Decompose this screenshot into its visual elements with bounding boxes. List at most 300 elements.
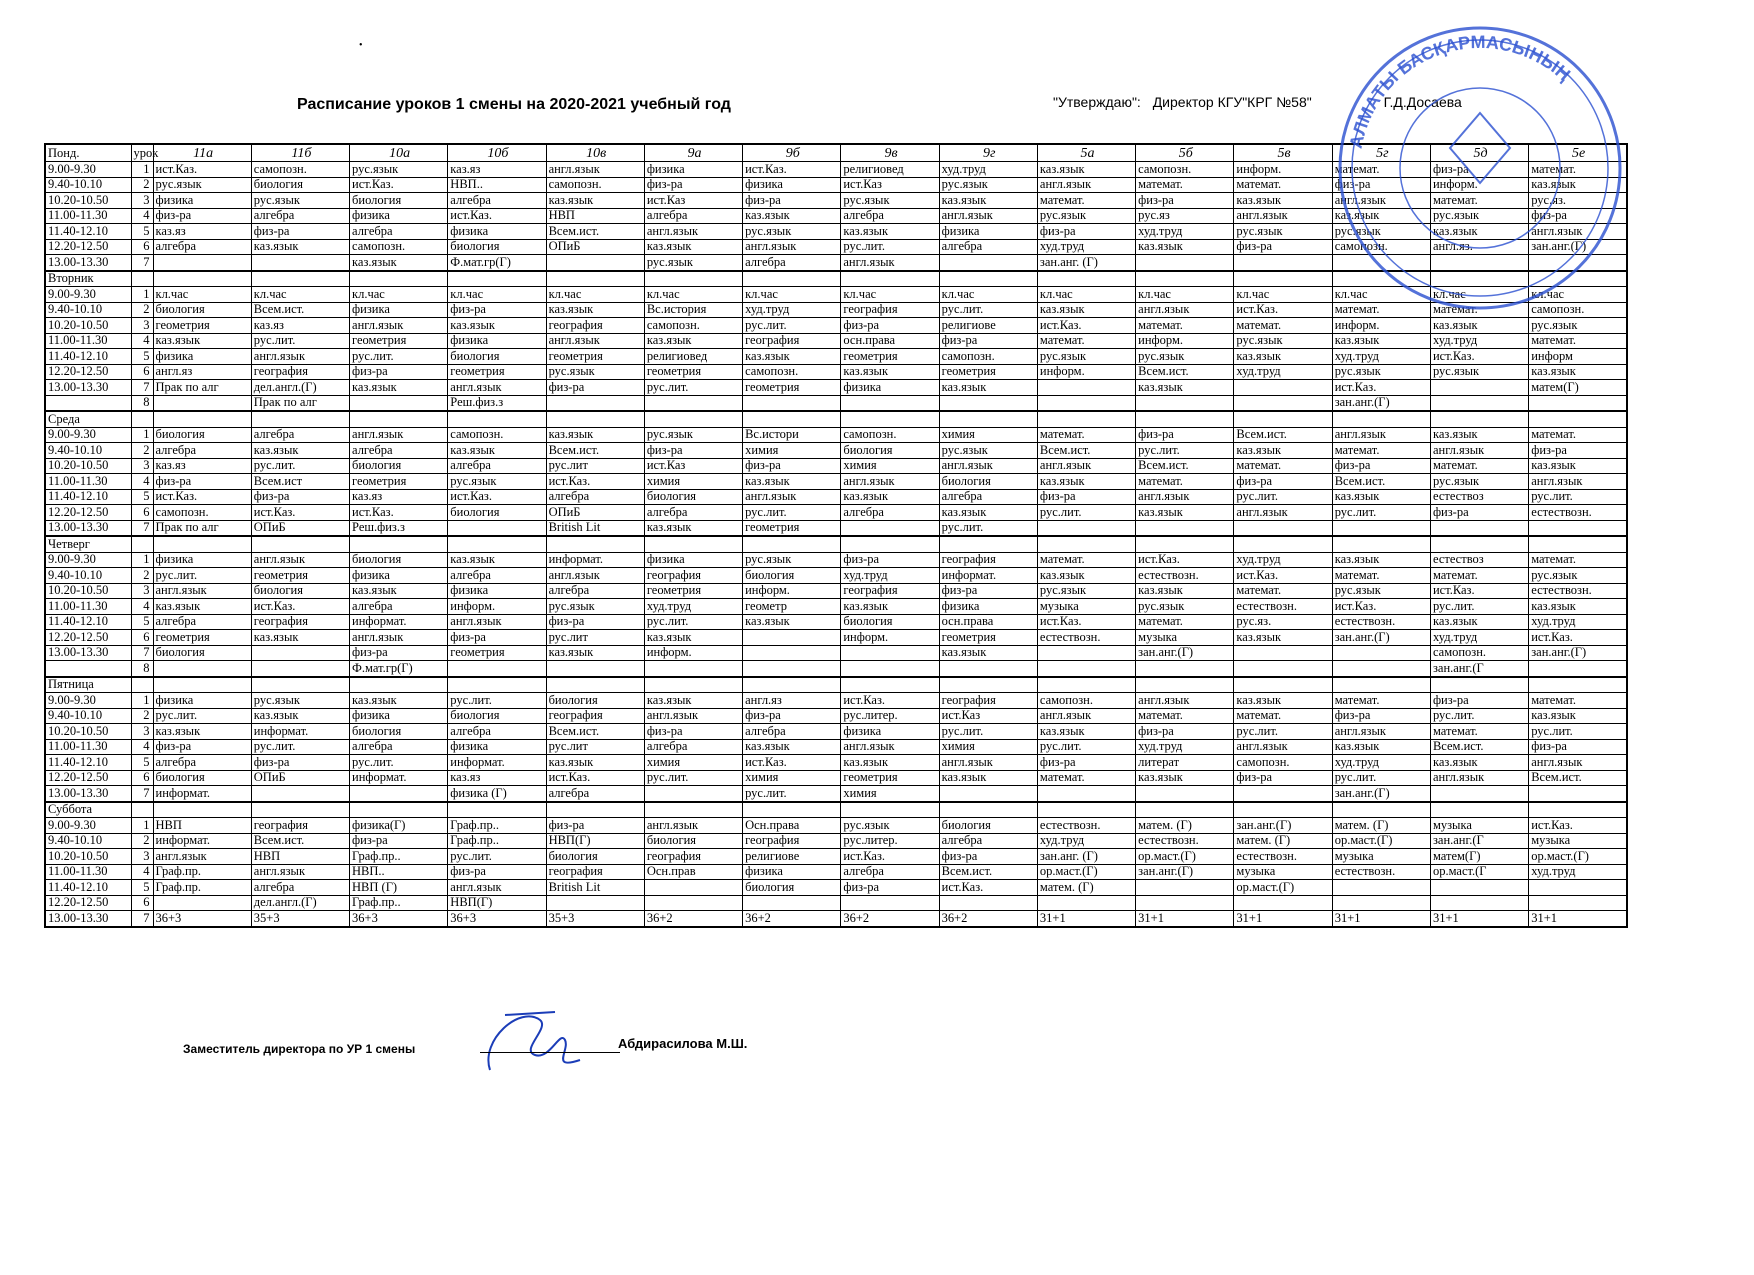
empty-cell: [448, 536, 546, 552]
subject-cell: каз.язык: [841, 755, 939, 771]
subject-cell: [1332, 895, 1430, 911]
subject-cell: естествозн.: [1332, 864, 1430, 880]
empty-cell: [350, 677, 448, 693]
subject-cell: [644, 786, 742, 802]
subject-cell: [546, 255, 644, 271]
lesson-row: [45, 193, 1627, 209]
subject-cell: каз.язык: [1332, 333, 1430, 349]
subject-cell: [1332, 880, 1430, 896]
subject-cell: [251, 661, 349, 677]
subject-cell: кл.час: [350, 287, 448, 303]
subject-cell: худ.труд: [1136, 224, 1234, 240]
subject-cell: каз.язык: [251, 239, 349, 255]
subject-cell: ист.Каз.: [1332, 599, 1430, 615]
subject-cell: геометрия: [939, 630, 1037, 646]
lesson-row: [45, 724, 1627, 740]
subject-cell: математ.: [1234, 583, 1332, 599]
subject-cell: география: [939, 693, 1037, 709]
time-cell: 11.00-11.30: [45, 864, 131, 880]
subject-cell: математ.: [1430, 458, 1528, 474]
subject-cell: каз.язык: [350, 583, 448, 599]
subject-cell: рус.лит.: [743, 786, 841, 802]
empty-cell: [448, 271, 546, 287]
subject-cell: НВП: [546, 208, 644, 224]
subject-cell: математ.: [1430, 568, 1528, 584]
subject-cell: кл.час: [939, 287, 1037, 303]
subject-cell: геометрия: [644, 583, 742, 599]
time-cell: 10.20-10.50: [45, 583, 131, 599]
empty-cell: [841, 677, 939, 693]
subject-cell: математ.: [1136, 318, 1234, 334]
lesson-number: 1: [131, 287, 153, 303]
footer-role: Заместитель директора по УР 1 смены: [183, 1042, 416, 1056]
subject-cell: рус.язык: [939, 443, 1037, 459]
subject-cell: худ.труд: [1332, 755, 1430, 771]
subject-cell: худ.труд: [1136, 739, 1234, 755]
subject-cell: математ.: [1529, 552, 1627, 568]
subject-cell: каз.язык: [1529, 708, 1627, 724]
lesson-number: 7: [131, 520, 153, 536]
subject-cell: самопозн.: [644, 318, 742, 334]
subject-cell: химия: [841, 458, 939, 474]
subject-cell: матем(Г): [1430, 849, 1528, 865]
subject-cell: ор.маст.(Г): [1136, 849, 1234, 865]
subject-cell: англ.язык: [743, 489, 841, 505]
subject-cell: Всем.ист.: [1234, 427, 1332, 443]
subject-cell: зан.анг.(Г): [1136, 645, 1234, 661]
subject-cell: химия: [644, 474, 742, 490]
subject-cell: [1037, 786, 1135, 802]
subject-cell: биология: [350, 193, 448, 209]
subject-cell: ист.Каз.: [1529, 630, 1627, 646]
empty-cell: [1234, 802, 1332, 818]
day-header-row: [45, 411, 1627, 427]
subject-cell: каз.язык: [1136, 505, 1234, 521]
subject-cell: алгебра: [153, 239, 251, 255]
empty-cell: [644, 536, 742, 552]
subject-cell: Всем.ист.: [1332, 474, 1430, 490]
empty-cell: [251, 411, 349, 427]
subject-cell: география: [251, 364, 349, 380]
subject-cell: информ.: [644, 645, 742, 661]
lesson-row: [45, 255, 1627, 271]
empty-cell: [1430, 677, 1528, 693]
subject-cell: ор.маст.(Г: [1430, 864, 1528, 880]
subject-cell: каз.язык: [743, 739, 841, 755]
subject-cell: рус.лит.: [1136, 443, 1234, 459]
empty-cell: [1332, 677, 1430, 693]
subject-cell: физ-ра: [546, 818, 644, 834]
subject-cell: рус.лит.: [743, 505, 841, 521]
subject-cell: биология: [448, 505, 546, 521]
day-label: Среда: [45, 411, 131, 427]
subject-cell: [743, 630, 841, 646]
subject-cell: англ.язык: [939, 755, 1037, 771]
lesson-number: 5: [131, 755, 153, 771]
subject-cell: НВП: [153, 818, 251, 834]
subject-cell: англ.язык: [1529, 474, 1627, 490]
subject-cell: рус.язык: [644, 427, 742, 443]
subject-cell: информ.: [1332, 318, 1430, 334]
subject-cell: рус.лит.: [1234, 724, 1332, 740]
subject-cell: каз.язык: [1430, 427, 1528, 443]
subject-cell: [153, 661, 251, 677]
lesson-number: 8: [131, 395, 153, 411]
subject-cell: Прак по алг: [251, 395, 349, 411]
lesson-number: 6: [131, 364, 153, 380]
subject-cell: [1529, 895, 1627, 911]
empty-cell: [1529, 271, 1627, 287]
subject-cell: [448, 520, 546, 536]
subject-cell: рус.лит.: [644, 614, 742, 630]
time-cell: 9.40-10.10: [45, 302, 131, 318]
subject-cell: каз.язык: [1037, 568, 1135, 584]
subject-cell: ист.Каз.: [153, 162, 251, 178]
subject-cell: Всем.ист.: [251, 302, 349, 318]
lesson-row: [45, 864, 1627, 880]
subject-cell: НВП(Г): [448, 895, 546, 911]
time-cell: 11.00-11.30: [45, 599, 131, 615]
subject-cell: биология: [743, 568, 841, 584]
subject-cell: самопозн.: [1332, 239, 1430, 255]
subject-cell: математ.: [1037, 193, 1135, 209]
schedule-table: [44, 143, 1628, 928]
subject-cell: рус.лит.: [1037, 505, 1135, 521]
subject-cell: каз.язык: [546, 193, 644, 209]
subject-cell: биология: [743, 880, 841, 896]
subject-cell: 31+1: [1037, 911, 1135, 927]
empty-cell: [1037, 536, 1135, 552]
lesson-number: 8: [131, 661, 153, 677]
subject-cell: ист.Каз.: [251, 505, 349, 521]
subject-cell: [1430, 395, 1528, 411]
empty-cell: [448, 411, 546, 427]
subject-cell: биология: [644, 489, 742, 505]
subject-cell: математ.: [1332, 693, 1430, 709]
class-header: 9в: [841, 144, 939, 162]
lesson-row: [45, 583, 1627, 599]
empty-cell: [1529, 677, 1627, 693]
day-label: Суббота: [45, 802, 131, 818]
subject-cell: НВП..: [448, 177, 546, 193]
subject-cell: [644, 661, 742, 677]
subject-cell: кл.час: [1234, 287, 1332, 303]
time-cell: 9.40-10.10: [45, 443, 131, 459]
subject-cell: музыка: [1234, 864, 1332, 880]
subject-cell: англ.язык: [350, 427, 448, 443]
time-cell: 10.20-10.50: [45, 724, 131, 740]
subject-cell: рус.язык: [1529, 318, 1627, 334]
subject-cell: информ.: [1234, 162, 1332, 178]
subject-cell: информат.: [153, 786, 251, 802]
subject-cell: дел.англ.(Г): [251, 380, 349, 396]
subject-cell: [546, 395, 644, 411]
subject-cell: рус.лит.: [1332, 505, 1430, 521]
lesson-row: [45, 755, 1627, 771]
subject-cell: физ-ра: [743, 708, 841, 724]
lesson-row: [45, 333, 1627, 349]
subject-cell: ист.Каз.: [1234, 568, 1332, 584]
time-cell: 12.20-12.50: [45, 770, 131, 786]
subject-cell: физ-ра: [1037, 224, 1135, 240]
subject-cell: рус.язык: [1529, 568, 1627, 584]
lesson-row: [45, 287, 1627, 303]
lesson-number: 3: [131, 458, 153, 474]
subject-cell: зан.анг.(Г: [1430, 661, 1528, 677]
subject-cell: естествозн.: [1136, 833, 1234, 849]
subject-cell: ист.Каз.: [841, 693, 939, 709]
lesson-number: 5: [131, 489, 153, 505]
empty-cell: [153, 411, 251, 427]
subject-cell: [743, 395, 841, 411]
subject-cell: кл.час: [1136, 287, 1234, 303]
lesson-number: 6: [131, 505, 153, 521]
subject-cell: биология: [939, 474, 1037, 490]
subject-cell: алгебра: [251, 427, 349, 443]
subject-cell: каз.язык: [1234, 693, 1332, 709]
subject-cell: химия: [743, 770, 841, 786]
subject-cell: физ-ра: [1430, 693, 1528, 709]
subject-cell: музыка: [1430, 818, 1528, 834]
time-cell: 12.20-12.50: [45, 630, 131, 646]
subject-cell: рус.лит.: [939, 724, 1037, 740]
subject-cell: самопозн.: [448, 427, 546, 443]
page-title: Расписание уроков 1 смены на 2020-2021 учебный год: [297, 96, 731, 113]
lesson-number: 6: [131, 239, 153, 255]
subject-cell: худ.труд: [1234, 364, 1332, 380]
subject-cell: [841, 661, 939, 677]
subject-cell: рус.лит.: [743, 318, 841, 334]
time-cell: 13.00-13.30: [45, 255, 131, 271]
subject-cell: физика: [743, 864, 841, 880]
subject-cell: англ.язык: [251, 552, 349, 568]
subject-cell: англ.язык: [1136, 489, 1234, 505]
time-cell: 9.00-9.30: [45, 818, 131, 834]
subject-cell: физ-ра: [644, 443, 742, 459]
subject-cell: Вс.истори: [743, 427, 841, 443]
subject-cell: рус.яз: [1136, 208, 1234, 224]
time-cell: 12.20-12.50: [45, 364, 131, 380]
subject-cell: алгебра: [743, 255, 841, 271]
subject-cell: [1234, 395, 1332, 411]
subject-cell: физика: [350, 208, 448, 224]
subject-cell: англ.яз.: [1430, 239, 1528, 255]
subject-cell: англ.язык: [1332, 427, 1430, 443]
lesson-number: 4: [131, 864, 153, 880]
empty-cell: [1234, 271, 1332, 287]
subject-cell: Всем.ист.: [546, 724, 644, 740]
subject-cell: каз.язык: [1430, 755, 1528, 771]
subject-cell: [1136, 786, 1234, 802]
subject-cell: физ-ра: [350, 833, 448, 849]
class-header: 11а: [153, 144, 251, 162]
empty-cell: [644, 271, 742, 287]
subject-cell: алгебра: [448, 193, 546, 209]
time-cell: 9.00-9.30: [45, 287, 131, 303]
subject-cell: [1529, 520, 1627, 536]
subject-cell: геометрия: [841, 349, 939, 365]
subject-cell: физика: [153, 193, 251, 209]
time-cell: 12.20-12.50: [45, 505, 131, 521]
subject-cell: [1430, 255, 1528, 271]
subject-cell: каз.язык: [1332, 739, 1430, 755]
subject-cell: физ-ра: [251, 755, 349, 771]
subject-cell: естествоз: [1430, 489, 1528, 505]
subject-cell: [1037, 895, 1135, 911]
empty-cell: [939, 411, 1037, 427]
subject-cell: самопозн.: [546, 177, 644, 193]
empty-cell: [841, 411, 939, 427]
time-cell: 9.40-10.10: [45, 568, 131, 584]
subject-cell: геометрия: [153, 318, 251, 334]
lesson-row: [45, 849, 1627, 865]
time-cell: 13.00-13.30: [45, 645, 131, 661]
subject-cell: рус.лит.: [1234, 489, 1332, 505]
subject-cell: англ.язык: [153, 583, 251, 599]
subject-cell: каз.язык: [448, 318, 546, 334]
empty-cell: [251, 677, 349, 693]
lesson-row: [45, 568, 1627, 584]
subject-cell: ист.Каз: [644, 458, 742, 474]
subject-cell: англ.язык: [1529, 224, 1627, 240]
subject-cell: математ.: [1037, 333, 1135, 349]
subject-cell: рус.язык: [644, 255, 742, 271]
subject-cell: биология: [153, 770, 251, 786]
empty-cell: [1430, 271, 1528, 287]
empty-cell: [1332, 802, 1430, 818]
lesson-col-header: урок: [131, 144, 153, 162]
time-cell: 12.20-12.50: [45, 895, 131, 911]
time-cell: 11.40-12.10: [45, 614, 131, 630]
subject-cell: геометрия: [939, 364, 1037, 380]
subject-cell: [1037, 395, 1135, 411]
subject-cell: физ-ра: [1332, 177, 1430, 193]
empty-cell: [1136, 536, 1234, 552]
subject-cell: математ.: [1332, 443, 1430, 459]
subject-cell: физика: [153, 552, 251, 568]
subject-cell: зан.анг. (Г): [1037, 849, 1135, 865]
subject-cell: религиове: [743, 849, 841, 865]
subject-cell: рус.язык: [1430, 364, 1528, 380]
subject-cell: ист.Каз.: [841, 849, 939, 865]
empty-cell: [1430, 536, 1528, 552]
subject-cell: физика: [743, 177, 841, 193]
subject-cell: естествозн.: [1234, 599, 1332, 615]
lesson-number: 7: [131, 645, 153, 661]
subject-cell: информ: [1529, 349, 1627, 365]
subject-cell: геометрия: [546, 349, 644, 365]
subject-cell: 35+3: [251, 911, 349, 927]
subject-cell: англ.язык: [939, 208, 1037, 224]
subject-cell: физ-ра: [448, 864, 546, 880]
lesson-number: 2: [131, 708, 153, 724]
subject-cell: кл.час: [1529, 287, 1627, 303]
subject-cell: рус.лит.: [939, 302, 1037, 318]
class-header: 5б: [1136, 144, 1234, 162]
subject-cell: рус.лит.: [1529, 724, 1627, 740]
subject-cell: [743, 661, 841, 677]
subject-cell: каз.язык: [1234, 443, 1332, 459]
subject-cell: [1529, 395, 1627, 411]
subject-cell: рус.лит.: [1430, 708, 1528, 724]
subject-cell: рус.лит.: [939, 520, 1037, 536]
subject-cell: алгебра: [350, 599, 448, 615]
subject-cell: 31+1: [1529, 911, 1627, 927]
subject-cell: кл.час: [153, 287, 251, 303]
subject-cell: англ.язык: [546, 162, 644, 178]
subject-cell: Граф.пр..: [350, 849, 448, 865]
empty-cell: [153, 677, 251, 693]
corner-cell: Понд.: [45, 144, 131, 162]
lesson-row: [45, 489, 1627, 505]
subject-cell: каз.язык: [939, 505, 1037, 521]
subject-cell: самопозн.: [1529, 302, 1627, 318]
subject-cell: рус.яз.: [1234, 614, 1332, 630]
subject-cell: биология: [350, 458, 448, 474]
subject-cell: физика: [448, 739, 546, 755]
schedule-body: [45, 162, 1627, 927]
subject-cell: Осн.прав: [644, 864, 742, 880]
subject-cell: рус.лит: [546, 630, 644, 646]
time-cell: 9.00-9.30: [45, 693, 131, 709]
empty-cell: [251, 536, 349, 552]
subject-cell: физ-ра: [1430, 505, 1528, 521]
subject-cell: информат.: [251, 724, 349, 740]
subject-cell: химия: [939, 739, 1037, 755]
lesson-row: [45, 458, 1627, 474]
empty-cell: [1037, 802, 1135, 818]
lesson-number: 5: [131, 880, 153, 896]
subject-cell: рус.язык: [251, 193, 349, 209]
subject-cell: [1037, 661, 1135, 677]
subject-cell: зан.анг.(Г): [1529, 645, 1627, 661]
subject-cell: Ф.мат.гр(Г): [448, 255, 546, 271]
subject-cell: англ.язык: [1037, 458, 1135, 474]
empty-cell: [350, 802, 448, 818]
subject-cell: математ.: [1234, 318, 1332, 334]
subject-cell: биология: [644, 833, 742, 849]
subject-cell: 31+1: [1332, 911, 1430, 927]
subject-cell: рус.лит: [546, 739, 644, 755]
empty-cell: [743, 271, 841, 287]
subject-cell: зан.анг.(Г): [1332, 786, 1430, 802]
subject-cell: математ.: [1136, 474, 1234, 490]
class-header: 5д: [1430, 144, 1528, 162]
lesson-row: [45, 645, 1627, 661]
subject-cell: [1037, 380, 1135, 396]
subject-cell: [153, 255, 251, 271]
subject-cell: физика: [644, 162, 742, 178]
subject-cell: физ-ра: [743, 193, 841, 209]
lesson-row: [45, 177, 1627, 193]
subject-cell: [251, 645, 349, 661]
subject-cell: рус.лит.: [350, 755, 448, 771]
subject-cell: каз.язык: [546, 302, 644, 318]
subject-cell: каз.язык: [153, 724, 251, 740]
lesson-number: 1: [131, 427, 153, 443]
subject-cell: рус.язык: [841, 193, 939, 209]
subject-cell: каз.язык: [644, 693, 742, 709]
subject-cell: англ.язык: [546, 333, 644, 349]
subject-cell: ист.Каз.: [1037, 318, 1135, 334]
time-cell: 11.40-12.10: [45, 349, 131, 365]
subject-cell: рус.язык: [1430, 208, 1528, 224]
subject-cell: физ-ра: [644, 724, 742, 740]
lesson-number: 6: [131, 895, 153, 911]
subject-cell: рус.лит.: [1332, 770, 1430, 786]
subject-cell: [1430, 880, 1528, 896]
lesson-number: 7: [131, 380, 153, 396]
